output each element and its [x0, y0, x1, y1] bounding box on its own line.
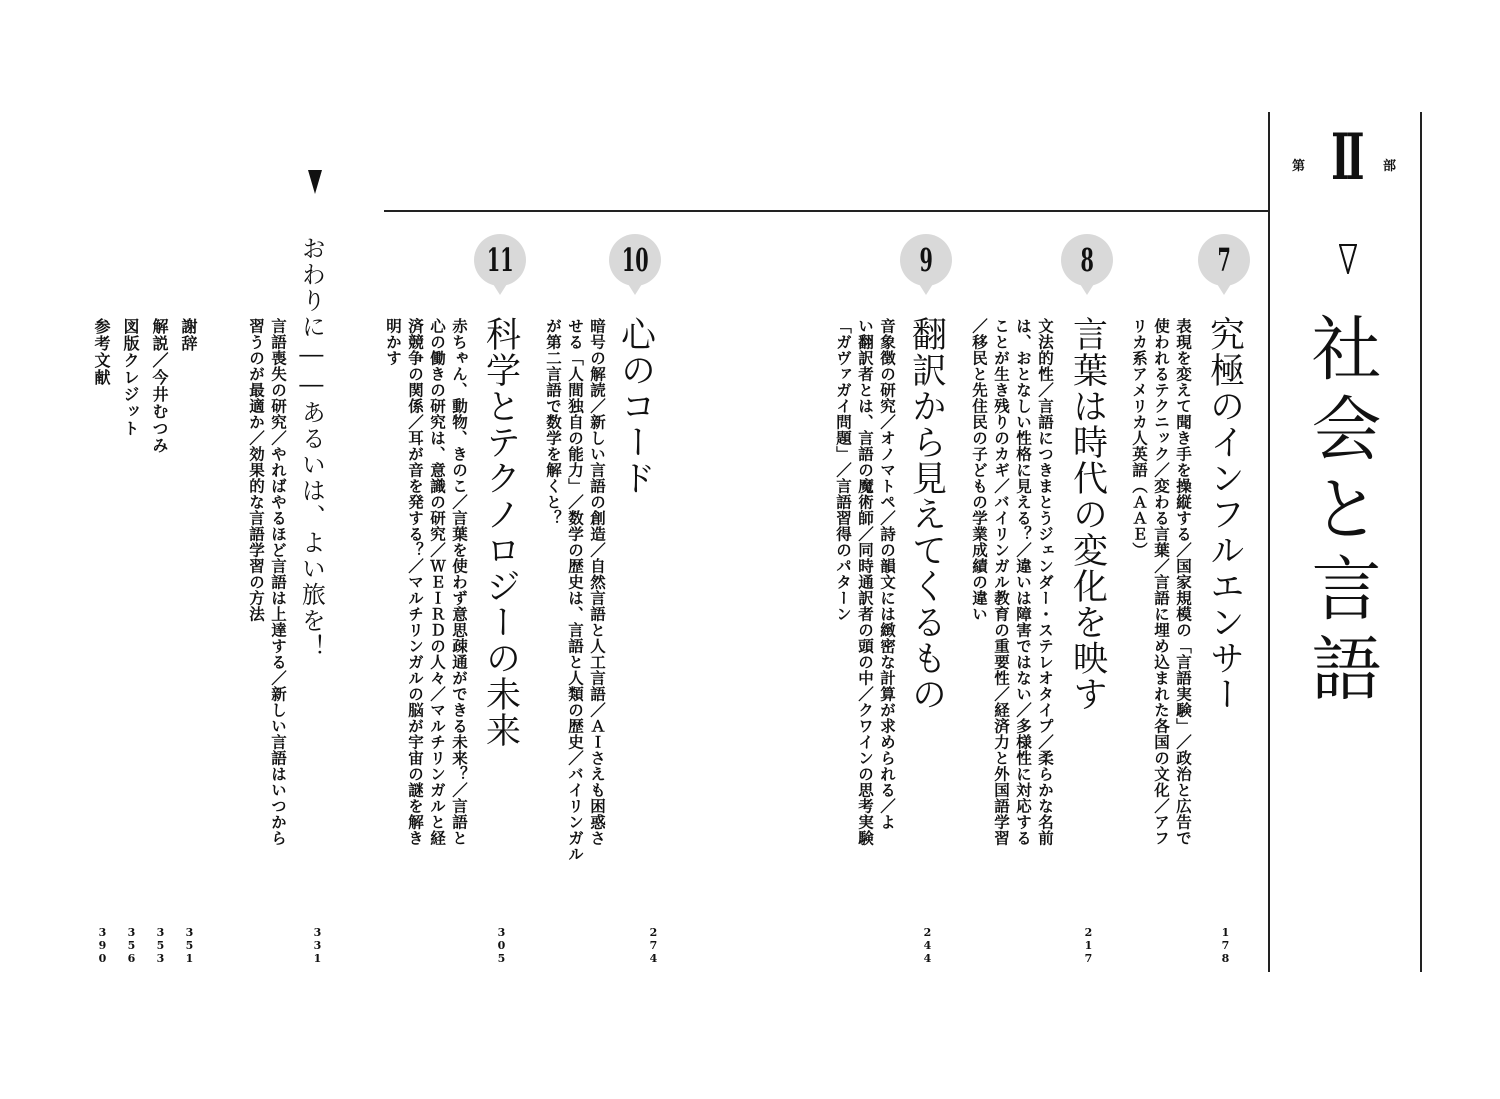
part-suffix: 部	[1383, 159, 1397, 174]
chapter-7-title: 究極のインフルエンサー	[1204, 316, 1245, 712]
part-title: 社会と言語	[1300, 312, 1382, 712]
chapter-8-title: 言葉は時代の変化を映す	[1067, 316, 1108, 712]
closing-description: 言語喪失の研究／やればやるほど言語は上達する／新しい言語はいつから 習うのが最適か／効果的な言語学習の方法	[247, 318, 287, 846]
back-matter-references-page: 390	[96, 926, 109, 965]
chapter-8-description: 文法的性／言語につきまとうジェンダー・ステレオタイプ／柔らかな名前 は、おとなしい性格に見える？／違いは障害ではない／多様性に対応する ことが生き残りのカギ／バイリンガル教育の重要性／経済力と外国語学習 ／移民と先住民の子どもの学業成績の違い	[970, 318, 1054, 846]
chapter-7-description: 表現を変えて聞き手を操縦する／国家規模の「言語実験」／政治と広告で 使われるテクニック／変わる言葉／言語に埋め込まれた各国の文化／アフ リカ系アメリカ人英語（ＡＡＥ）	[1130, 318, 1192, 846]
back-matter-commentary-page: 353	[154, 926, 167, 965]
chapter-10-page: 274	[647, 926, 660, 965]
part-divider-line-left	[1268, 112, 1270, 972]
chapter-9-page: 244	[921, 926, 934, 965]
part-marker-triangle-icon	[1339, 244, 1357, 274]
closing-page: 331	[311, 926, 324, 965]
chapter-11-description: 赤ちゃん、動物、きのこ／言葉を使わず意思疎通ができる未来？／言語と 心の働きの研究は、意識の研究／ＷＥＩＲＤの人々／マルチリンガルと経 済競争の関係／耳が音を発する？／マルチリンガルの脳が宇宙の謎を解き 明かす	[384, 318, 468, 846]
back-matter-references: 参考文献	[92, 318, 111, 386]
chapter-11-number-badge: 11	[474, 234, 526, 286]
back-matter-commentary: 解説／今井むつみ	[150, 318, 169, 454]
chapter-10-description: 暗号の解読／新しい言語の創造／自然言語と人工言語／ＡＩさえも困惑さ せる「人間独自の能力」／数学の歴史は、言語と人類の歴史／バイリンガル が第二言語で数学を解くと？	[544, 318, 606, 862]
closing-title: おわりに――あるいは、よい旅を！	[297, 236, 326, 660]
chapter-9-description: 音象徴の研究／オノマトペ／詩の韻文には緻密な計算が求められる／よ い翻訳者とは、言語の魔術師／同時通訳者の頭の中／クワインの思考実験 「ガヴァガイ問題」／言語習得のパターン	[834, 318, 896, 846]
chapter-11-title: 科学とテクノロジーの未来	[480, 316, 521, 748]
chapter-header-rule	[384, 210, 1269, 212]
back-matter-figure-credits-page: 356	[125, 926, 138, 965]
chapter-7-number-badge: 7	[1198, 234, 1250, 286]
closing-marker-triangle-icon	[308, 170, 322, 194]
back-matter-acknowledgments-page: 351	[183, 926, 196, 965]
part-prefix: 第	[1292, 159, 1306, 174]
chapter-9-number-badge: 9	[900, 234, 952, 286]
part-divider-line-right	[1420, 112, 1422, 972]
chapter-11-page: 305	[495, 926, 508, 965]
back-matter-figure-credits: 図版クレジット	[121, 318, 140, 437]
part-numeral: II	[1331, 120, 1361, 195]
back-matter-acknowledgments: 謝辞	[179, 318, 198, 352]
chapter-7-page: 178	[1219, 926, 1232, 965]
chapter-10-title: 心のコード	[615, 316, 656, 496]
chapter-8-page: 217	[1082, 926, 1095, 965]
chapter-9-title: 翻訳から見えてくるもの	[906, 316, 947, 712]
chapter-8-number-badge: 8	[1061, 234, 1113, 286]
chapter-10-number-badge: 10	[609, 234, 661, 286]
